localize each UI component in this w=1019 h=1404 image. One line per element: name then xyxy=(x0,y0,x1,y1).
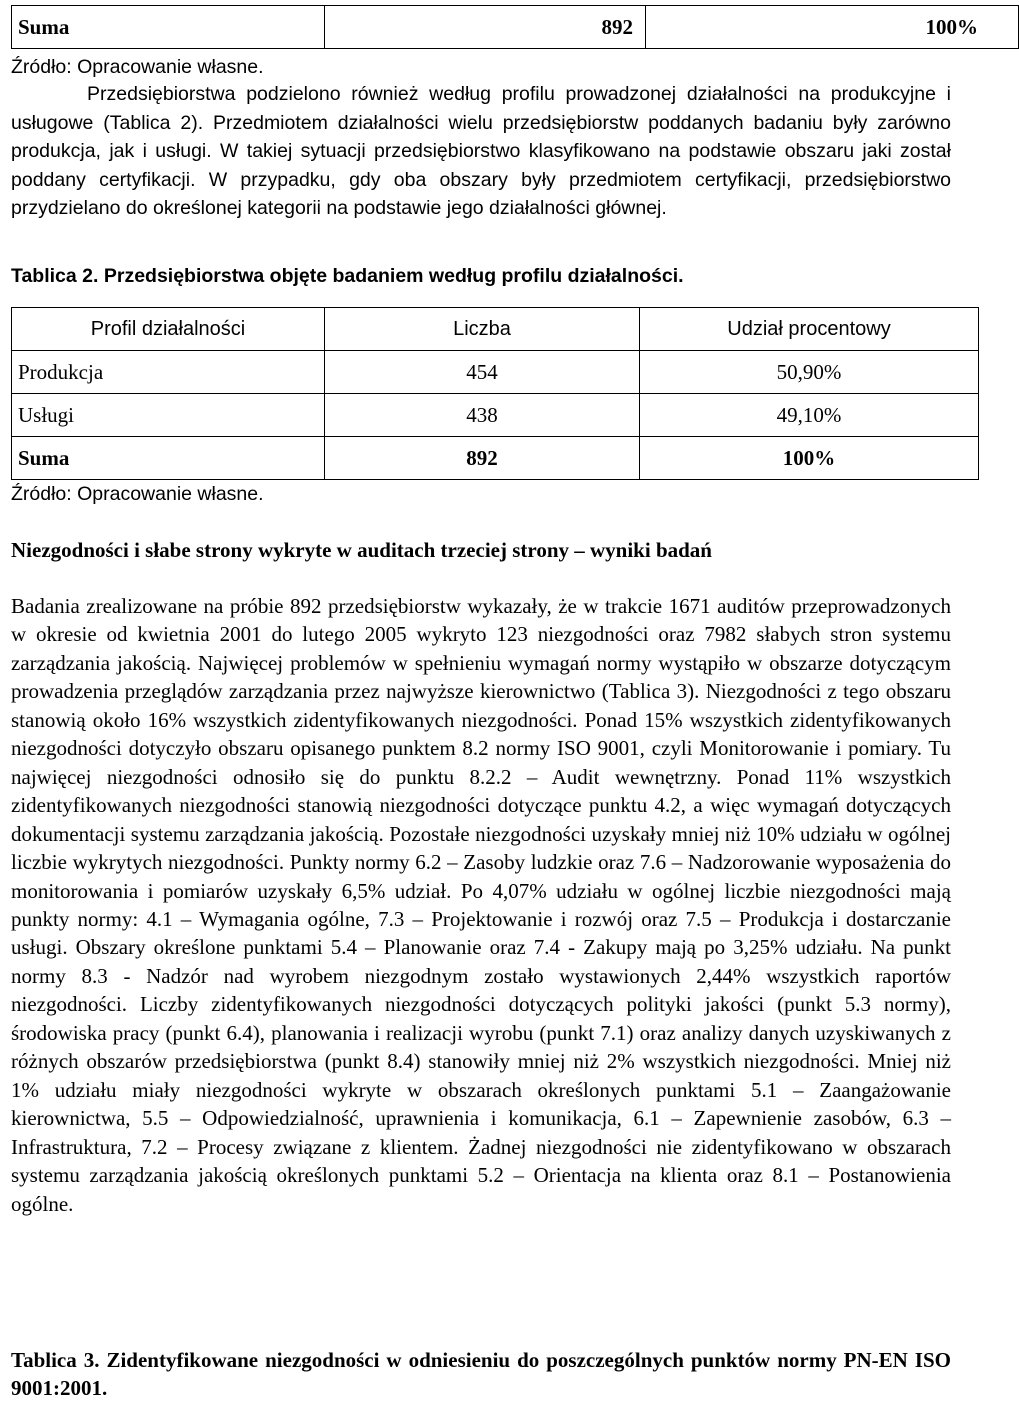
header-count: Liczba xyxy=(325,308,640,351)
header-profile: Profil działalności xyxy=(12,308,325,351)
table-2 xyxy=(11,307,979,480)
total-count-cell: 892 xyxy=(325,437,640,480)
row-count-cell: 438 xyxy=(325,394,640,437)
table-row xyxy=(12,351,979,394)
row-count-cell: 454 xyxy=(325,351,640,394)
table-2-source-note: Źródło: Opracowanie własne. xyxy=(11,483,264,505)
total-share-cell: 100% xyxy=(646,6,1019,49)
table-row-total xyxy=(12,437,979,480)
header-share: Udział procentowy xyxy=(640,308,979,351)
section-heading: Niezgodności i słabe strony wykryte w auditach trzeciej strony – wyniki badań xyxy=(11,538,712,562)
source-note-top: Źródło: Opracowanie własne. xyxy=(11,56,264,78)
row-share-cell: 50,90% xyxy=(640,351,979,394)
table-row-total xyxy=(12,6,1019,49)
row-share-cell: 49,10% xyxy=(640,394,979,437)
table-row xyxy=(12,394,979,437)
table-2-caption: Tablica 2. Przedsiębiorstwa objęte badaniem według profilu działalności. xyxy=(11,265,684,287)
total-count-cell: 892 xyxy=(325,6,646,49)
table-header-row xyxy=(12,308,979,351)
total-label-cell: Suma xyxy=(12,437,325,480)
table-3-caption: Tablica 3. Zidentyfikowane niezgodności w odniesieniu do poszczególnych punktów normy PN-EN ISO 9001:2001. xyxy=(11,1348,951,1400)
total-label-cell: Suma xyxy=(12,6,325,49)
row-profile-cell: Produkcja xyxy=(12,351,325,394)
paragraph-findings: Badania zrealizowane na próbie 892 przedsiębiorstw wykazały, że w trakcie 1671 auditów przeprowadzonych w okresie od kwietnia 2001 do lutego 2005 wykryto 123 niezgodności oraz 7982 słabych stron systemu zarządzania jakością. Najwięcej problemów w spełnieniu wymagań normy wystąpiło w obszarze dotyczącym prowadzenia przeglądów zarządzania przez najwyższe kierownictwo (Tablica 3). Niezgodności z tego obszaru stanowią około 16% wszystkich zidentyfikowanych niezgodności. Ponad 15% wszystkich zidentyfikowanych niezgodności dotyczyło obszaru opisanego punktem 8.2 normy ISO 9001, czyli Monitorowanie i pomiary. Tu najwięcej niezgodności odnosiło się do punktu 8.2.2 – Audit wewnętrzny. Ponad 11% wszystkich zidentyfikowanych niezgodności stanowią niezgodności dotyczące punktu 4.2, a więc wymagań dotyczących dokumentacji systemu zarządzania jakością. Pozostałe niezgodności uzyskały mniej niż 10% udziału w ogólnej liczbie wykrytych niezgodności. Punkty normy 6.2 – Zasoby ludzkie oraz 7.6 – Nadzorowanie wyposażenia do monitorowania i pomiarów uzyskały 6,5% udział. Po 4,07% udziału w ogólnej liczbie niezgodności mają punkty normy: 4.1 – Wymagania ogólne, 7.3 – Projektowanie i rozwój oraz 7.5 – Produkcja i dostarczanie usługi. Obszary określone punktami 5.4 – Planowanie oraz 7.4 - Zakupy mają po 3,25% udziału. Na punkt normy 8.3 - Nadzór nad wyrobem niezgodnym zostało wystawionych 2,44% wszystkich raportów niezgodności. Liczby zidentyfikowanych niezgodności dotyczących polityki jakości (punkt 5.3 normy), środowiska pracy (punkt 6.4), planowania i realizacji wyrobu (punkt 7.1) oraz analizy danych uzyskiwanych z różnych obszarów przedsiębiorstwa (punkt 8.4) stanowiły mniej niż 2% wszystkich niezgodności. Mniej niż 1% udziału miały niezgodności wykryte w obszarach określonych punktami 5.1 – Zaangażowanie kierownictwa, 5.5 – Odpowiedzialność, uprawnienia i komunikacja, 6.1 – Zapewnienie zasobów, 6.3 – Infrastruktura, 7.2 – Procesy związane z klientem. Żadnej niezgodności nie zidentyfikowano w obszarach systemu zarządzania jakością określonych punktami 5.2 – Orientacja na klienta oraz 8.1 – Postanowienia ogólne. xyxy=(11,594,951,1216)
paragraph-profile: Przedsiębiorstwa podzielono również według profilu prowadzonej działalności na produkcyjne i usługowe (Tablica 2). Przedmiotem działalności wielu przedsiębiorstw poddanych badaniu były zarówno produkcja, jak i usługi. W takiej sytuacji przedsiębiorstwo klasyfikowano na podstawie obszaru jaki został poddany certyfikacji. W przypadku, gdy oba obszary były przedmiotem certyfikacji, przedsiębiorstwo przydzielano do określonej kategorii na podstawie jego działalności głównej. xyxy=(11,83,951,219)
row-profile-cell: Usługi xyxy=(12,394,325,437)
table-1-fragment xyxy=(11,5,1019,49)
total-share-cell: 100% xyxy=(640,437,979,480)
